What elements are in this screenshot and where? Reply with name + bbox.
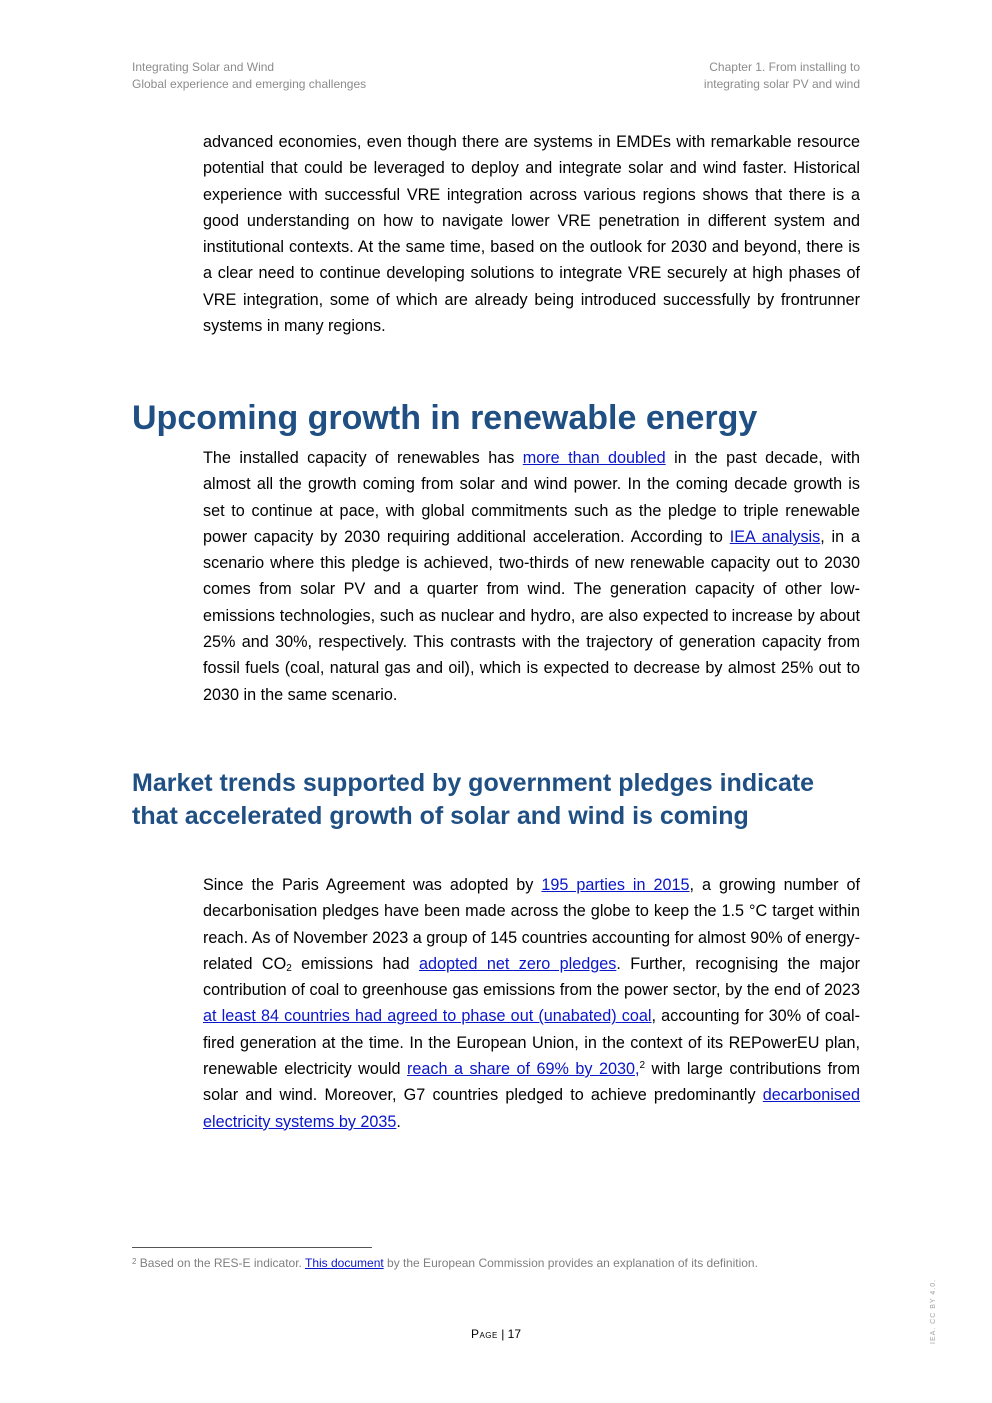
text-run: emissions had	[291, 954, 419, 973]
header-chapter-line2: integrating solar PV and wind	[703, 77, 860, 91]
section-heading: Upcoming growth in renewable energy	[132, 399, 758, 437]
text-run: The installed capacity of renewables has	[203, 449, 523, 467]
intro-paragraph: advanced economies, even though there are systems in EMDEs with remarkable resource potential that could be leveraged to deploy and integrate solar and wind faster. Historical experience with successful VRE integration across various regions shows that there is a good understanding on how to navigate lower VRE penetration in different system and institutional contexts. At the same time, based on the outlook for 2030 and beyond, there is a clear need to continue developing solutions to integrate VRE securely at high phases of VRE integration, some of which are already being introduced successfully by frontrunner systems in many regions.	[203, 133, 860, 336]
header-chapter-line1: Chapter 1. From installing to	[709, 60, 860, 74]
header-document-subtitle: Global experience and emerging challenges	[132, 77, 367, 91]
footnote-divider	[132, 1247, 372, 1248]
text-run: . Further, recognising the major contribution of coal to greenhouse gas emissions from the power sector, by the end of 2023	[203, 954, 861, 1000]
link-decarbonised-electricity[interactable]: decarbonised electricity systems by 2035	[203, 1086, 860, 1131]
co2-subscript: 2	[286, 962, 292, 974]
running-header-left	[132, 59, 366, 93]
footnote-number: 2	[132, 1257, 137, 1266]
footnote-text: by the European Commission provides an explanation of its definition.	[383, 1256, 758, 1270]
link-195-parties[interactable]: 195 parties in 2015	[541, 876, 690, 894]
link-iea-analysis[interactable]: IEA analysis	[729, 527, 821, 546]
subsection-heading: Market trends supported by government pledges indicate that accelerated growth of solar and wind is coming	[132, 769, 815, 830]
text-run: in the past decade, with almost all the growth coming from solar and wind power. In the coming decade growth is set to continue at pace, with global commitments such as the pledge to triple renewable power capacity by 2030 requiring additional acceleration. According to	[203, 449, 860, 546]
footnote	[132, 1254, 758, 1271]
section-paragraph	[203, 445, 860, 708]
footnote-reference: 2	[639, 1060, 646, 1072]
text-run: , a growing number of decarbonisation pledges have been made across the globe to keep the 1.5 °C target within reach. As of November 2023 a group of 145 countries accounting for almost 90% of energy-related CO	[203, 876, 861, 973]
link-net-zero-pledges[interactable]: adopted net zero pledges	[418, 954, 617, 973]
page-number-value: 17	[507, 1327, 522, 1341]
header-document-title: Integrating Solar and Wind	[132, 60, 275, 74]
text-run: , accounting for 30% of coal-fired generation at the time. In the European Union, in the context of its REPowerEU plan, renewable electricity would	[203, 1007, 860, 1079]
page-separator: |	[497, 1327, 508, 1341]
running-header-right	[704, 59, 860, 93]
text-run: .	[396, 1112, 401, 1131]
link-share-2030[interactable]: reach a share of 69% by 2030,	[406, 1060, 640, 1079]
link-more-than-doubled[interactable]: more than doubled	[522, 449, 666, 467]
text-run: with large contributions from solar and wind. Moreover, G7 countries pledged to achieve predominantly	[203, 1060, 860, 1105]
link-coal-phase-out[interactable]: at least 84 countries had agreed to phase out (unabated) coal	[203, 1007, 652, 1026]
page-number	[0, 1326, 992, 1342]
text-run: Since the Paris Agreement was adopted by	[203, 876, 542, 894]
link-this-document[interactable]: This document	[305, 1256, 384, 1270]
text-run: , in a scenario where this pledge is achieved, two-thirds of new renewable capacity out to 2030 comes from solar PV and a quarter from wind. The generation capacity of other low-emissions technologies, such as nuclear and hydro, are also expected to increase by about 25% and 30%, respectively. This contrasts with the trajectory of generation capacity from fossil fuels (coal, natural gas and oil), which is expected to decrease by almost 25% out to 2030 in the same scenario.	[203, 527, 860, 704]
footnote-text: Based on the RES-E indicator.	[136, 1256, 305, 1270]
subsection-paragraph	[203, 872, 860, 1135]
page-word: Page	[470, 1327, 498, 1341]
license-notice: IEA. CC BY 4.0.	[930, 1278, 937, 1344]
